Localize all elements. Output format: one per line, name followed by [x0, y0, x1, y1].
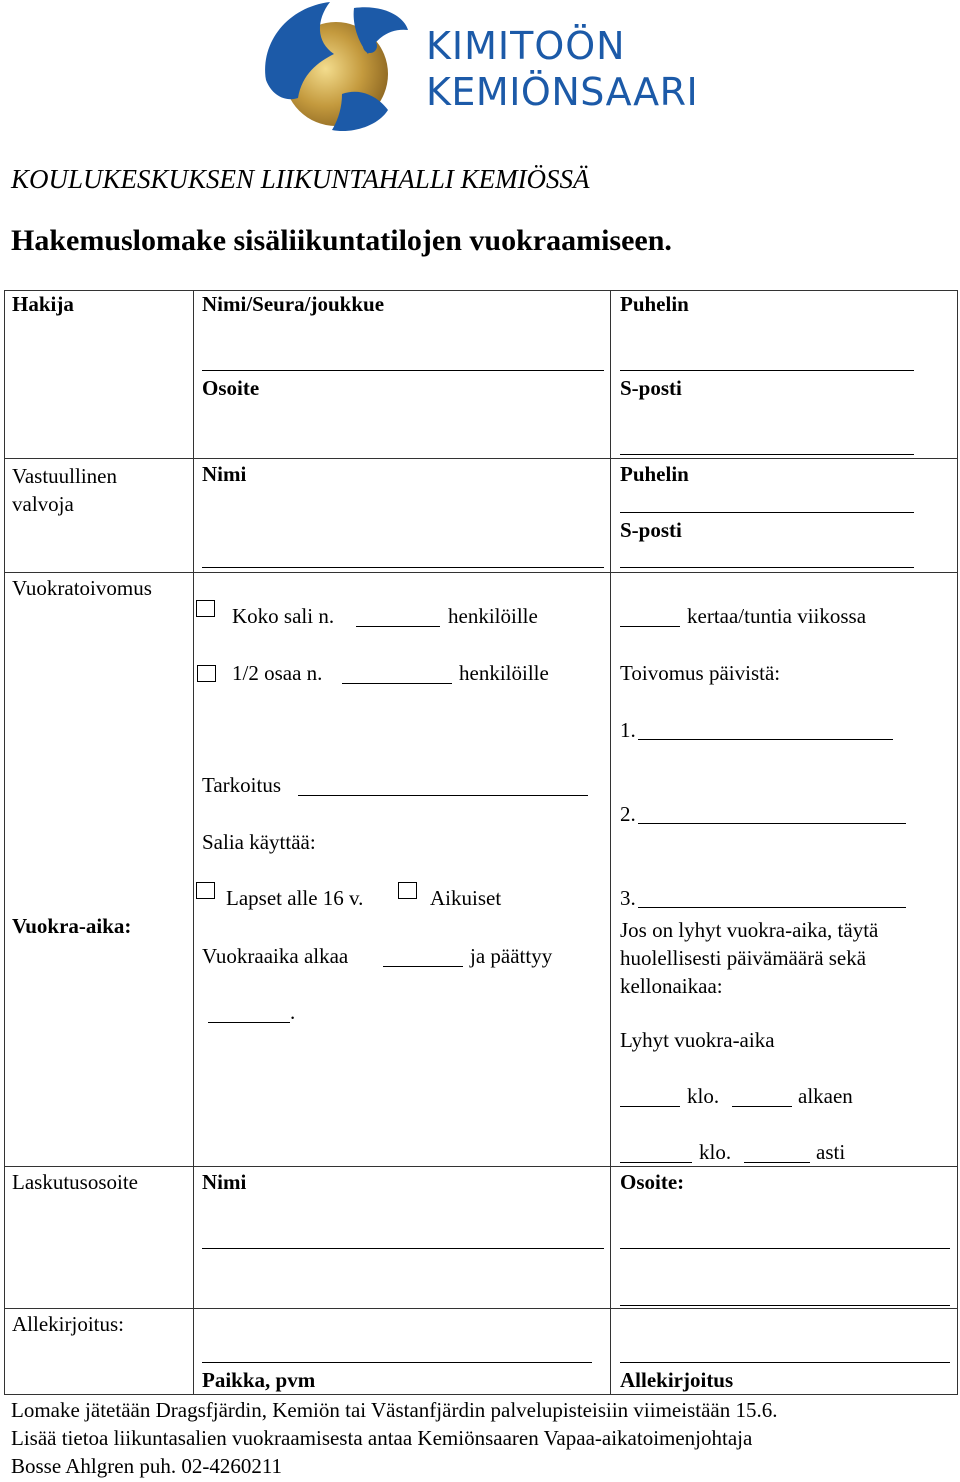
signature-row-label: Allekirjoitus:	[12, 1312, 124, 1336]
supervisor-label: Vastuullinen valvoja	[12, 464, 117, 516]
children-checkbox[interactable]	[196, 882, 215, 899]
applicant-email-label: S-posti	[620, 376, 682, 400]
half-hall-checkbox[interactable]	[197, 665, 216, 682]
logo-emblem	[258, 2, 408, 134]
day-3-field[interactable]	[638, 907, 906, 908]
day-2-field[interactable]	[638, 823, 906, 824]
footer-line-3: Bosse Ahlgren puh. 02-4260211	[11, 1454, 283, 1478]
short-period-label: Lyhyt vuokra-aika	[620, 1028, 775, 1052]
rental-wish-label: Vuokratoivomus	[12, 576, 152, 600]
supervisor-email-label: S-posti	[620, 518, 682, 542]
billing-address-label: Osoite:	[620, 1170, 685, 1194]
days-wish-label: Toivomus päivistä:	[620, 661, 781, 685]
users-label: Salia käyttää:	[202, 830, 316, 854]
short-end-time-field[interactable]	[744, 1162, 810, 1163]
half-hall-suffix: henkilöille	[459, 661, 549, 685]
applicant-email-field[interactable]	[620, 454, 914, 455]
adults-label: Aikuiset	[430, 886, 502, 910]
full-hall-suffix: henkilöille	[448, 604, 538, 628]
billing-address-field-2[interactable]	[620, 1305, 950, 1306]
applicant-address-label: Osoite	[202, 376, 260, 400]
period-start-label: Vuokraaika alkaa	[202, 944, 349, 968]
purpose-field[interactable]	[298, 795, 588, 796]
footer-line-2: Lisää tietoa liikuntasalien vuokraamisesta antaa Kemiönsaaren Vapaa-aikatoimenjohtaja	[11, 1426, 753, 1450]
short-end-klo: klo.	[699, 1140, 732, 1164]
day-1-field[interactable]	[638, 739, 893, 740]
times-per-week-field[interactable]	[620, 626, 680, 627]
logo-line-2: KEMIÖNSAARI	[426, 70, 699, 114]
signature-label: Allekirjoitus	[620, 1368, 734, 1392]
supervisor-name-label: Nimi	[202, 462, 247, 486]
place-date-field[interactable]	[202, 1362, 592, 1363]
day-2-label: 2.	[620, 802, 636, 826]
supervisor-phone-field[interactable]	[620, 512, 914, 513]
applicant-phone-field[interactable]	[620, 370, 914, 371]
short-start-time-field[interactable]	[732, 1106, 792, 1107]
short-start-date-field[interactable]	[620, 1106, 680, 1107]
signature-field[interactable]	[620, 1362, 950, 1363]
applicant-label: Hakija	[12, 292, 74, 316]
supervisor-phone-label: Puhelin	[620, 462, 689, 486]
half-hall-prefix: 1/2 osaa n.	[232, 661, 323, 685]
times-per-week-label: kertaa/tuntia viikossa	[687, 604, 867, 628]
period-end-label: ja päättyy	[470, 944, 553, 968]
short-start-from: alkaen	[798, 1084, 853, 1108]
period-end-dot: .	[290, 1000, 296, 1024]
full-hall-prefix: Koko sali n.	[232, 604, 335, 628]
day-3-label: 3.	[620, 886, 636, 910]
billing-label: Laskutusosoite	[12, 1170, 138, 1194]
applicant-phone-label: Puhelin	[620, 292, 689, 316]
purpose-label: Tarkoitus	[202, 773, 282, 797]
place-date-label: Paikka, pvm	[202, 1368, 316, 1392]
half-hall-persons-field[interactable]	[342, 683, 452, 684]
billing-name-label: Nimi	[202, 1170, 247, 1194]
footer-line-1: Lomake jätetään Dragsfjärdin, Kemiön tai Västanfjärdin palvelupisteisiin viimeistään 15.6.	[11, 1398, 778, 1422]
period-end-field[interactable]	[208, 1022, 290, 1023]
applicant-name-label: Nimi/Seura/joukkue	[202, 292, 385, 316]
full-hall-persons-field[interactable]	[356, 626, 440, 627]
form-subtitle: KOULUKESKUKSEN LIIKUNTAHALLI KEMIÖSSÄ	[11, 164, 590, 194]
short-end-to: asti	[816, 1140, 846, 1164]
short-end-date-field[interactable]	[620, 1162, 692, 1163]
day-1-label: 1.	[620, 718, 636, 742]
form-title: Hakemuslomake sisäliikuntatilojen vuokraamiseen.	[11, 224, 672, 257]
children-label: Lapset alle 16 v.	[226, 886, 364, 910]
period-start-field[interactable]	[383, 966, 463, 967]
full-hall-checkbox[interactable]	[196, 600, 215, 617]
supervisor-name-field[interactable]	[202, 567, 604, 568]
short-period-note: Jos on lyhyt vuokra-aika, täytä huolellisesti päivämäärä sekä kellonaikaa:	[620, 918, 879, 998]
adults-checkbox[interactable]	[398, 882, 417, 899]
applicant-name-field[interactable]	[202, 370, 604, 371]
logo-line-1: KIMITOÖN	[426, 24, 626, 68]
supervisor-email-field[interactable]	[620, 567, 914, 568]
billing-name-field[interactable]	[202, 1248, 604, 1249]
rental-period-label: Vuokra-aika:	[12, 914, 132, 938]
short-start-klo: klo.	[687, 1084, 720, 1108]
billing-address-field-1[interactable]	[620, 1248, 950, 1249]
